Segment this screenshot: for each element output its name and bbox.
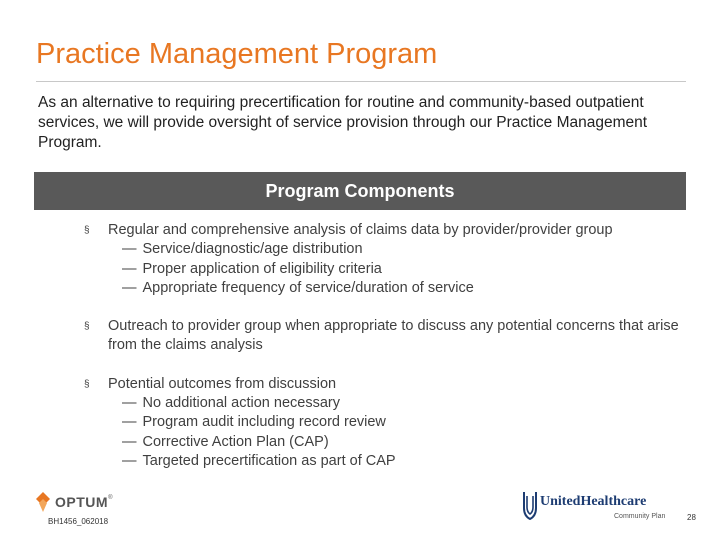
intro-paragraph: As an alternative to requiring precertification for routine and community-based outpatient services, we will provide oversight of service provision through our Practice Management Program. bbox=[38, 94, 648, 151]
optum-trademark: ® bbox=[108, 495, 113, 501]
sub-bullet bbox=[108, 433, 684, 452]
dash-icon: — bbox=[122, 433, 137, 450]
sub-bullet-text: Corrective Action Plan (CAP) bbox=[142, 433, 329, 450]
optum-logo-text: OPTUM bbox=[55, 494, 109, 510]
sub-bullet-text: Proper application of eligibility criteria bbox=[142, 260, 382, 277]
bullet-item bbox=[84, 221, 684, 298]
sub-bullet-text: Targeted precertification as part of CAP bbox=[142, 452, 396, 469]
slide-title: Practice Management Program bbox=[36, 38, 438, 70]
bullet-text: Outreach to provider group when appropriate to discuss any potential concerns that arise from the claims analysis bbox=[108, 318, 679, 354]
bullet-item bbox=[84, 317, 684, 356]
dash-icon: — bbox=[122, 241, 137, 258]
dash-icon: — bbox=[122, 279, 137, 296]
uhc-logo-subtext: Community Plan bbox=[614, 513, 666, 520]
sub-bullet-text: Program audit including record review bbox=[142, 414, 386, 431]
sub-bullet bbox=[108, 394, 684, 413]
sub-bullet bbox=[108, 240, 684, 259]
document-code: BH1456_062018 bbox=[48, 517, 109, 526]
bullet-text: Regular and comprehensive analysis of claims data by provider/provider group bbox=[108, 222, 613, 238]
dash-icon: — bbox=[122, 395, 137, 412]
dash-icon: — bbox=[122, 452, 137, 469]
bullet-text: Potential outcomes from discussion bbox=[108, 375, 337, 392]
page-number: 28 bbox=[687, 513, 696, 522]
sub-bullet-text: No additional action necessary bbox=[142, 395, 340, 412]
bullet-item bbox=[84, 375, 684, 471]
uhc-logo-text: UnitedHealthcare bbox=[540, 494, 647, 509]
dash-icon: — bbox=[122, 260, 137, 277]
bullet-list bbox=[84, 221, 684, 490]
bullet-icon: § bbox=[84, 378, 90, 390]
unitedhealthcare-logo bbox=[522, 490, 672, 526]
optum-logo-mark-icon bbox=[34, 491, 52, 513]
sub-bullet bbox=[108, 260, 684, 279]
bullet-icon: § bbox=[84, 225, 90, 236]
title-divider bbox=[36, 81, 686, 82]
uhc-shield-icon bbox=[522, 490, 538, 520]
dash-icon: — bbox=[122, 414, 137, 431]
section-header-bar bbox=[34, 172, 686, 210]
sub-bullet-text: Service/diagnostic/age distribution bbox=[142, 241, 363, 258]
bullet-icon: § bbox=[84, 321, 90, 333]
sub-bullet-text: Appropriate frequency of service/duration of service bbox=[142, 279, 474, 296]
sub-bullet bbox=[108, 279, 684, 298]
sub-bullet bbox=[108, 452, 684, 471]
optum-logo bbox=[34, 489, 112, 515]
section-header-label: Program Components bbox=[265, 180, 455, 201]
sub-bullet bbox=[108, 413, 684, 432]
